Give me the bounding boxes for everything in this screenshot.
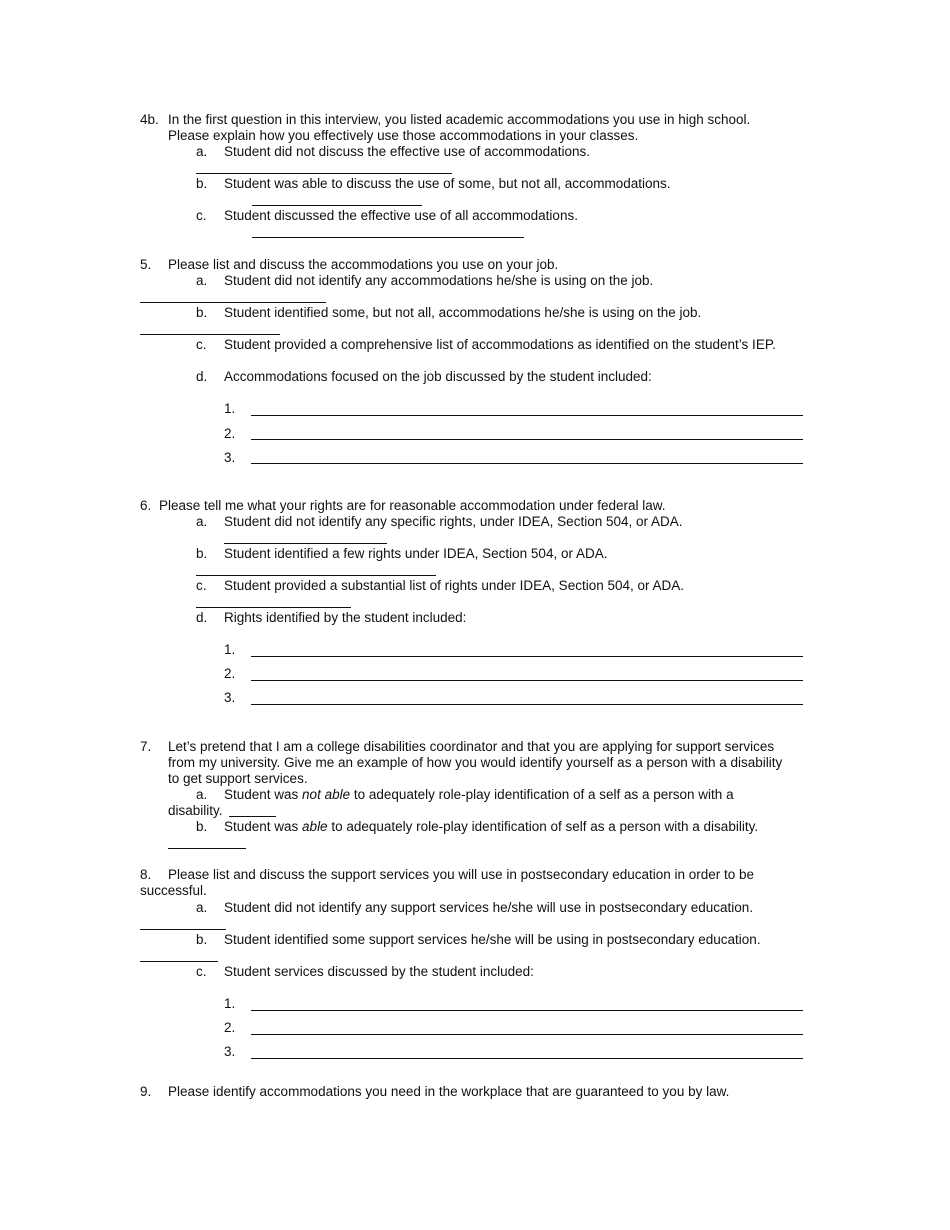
option-letter: b.	[196, 305, 208, 320]
option-text-part: Student was	[224, 787, 303, 802]
option-letter: d.	[196, 369, 208, 384]
answer-blank[interactable]	[196, 575, 436, 576]
option-letter: c.	[196, 578, 207, 593]
option-text: Student provided a comprehensive list of accommodations as identified on the student’s IEP.	[224, 337, 776, 352]
list-number: 3.	[224, 1044, 236, 1059]
option-letter: b.	[196, 176, 208, 191]
question-number: 8.	[140, 867, 152, 882]
list-number: 1.	[224, 996, 236, 1011]
answer-line[interactable]	[251, 1034, 803, 1035]
option-text: Accommodations focused on the job discussed by the student included:	[224, 369, 652, 384]
question-prompt: Please explain how you effectively use those accommodations in your classes.	[168, 128, 639, 143]
list-number: 3.	[224, 690, 236, 705]
option-letter: b.	[196, 546, 208, 561]
answer-blank[interactable]	[224, 543, 387, 544]
option-text: Student did not discuss the effective use of accommodations.	[224, 144, 590, 159]
option-text: Student identified some, but not all, accommodations he/she is using on the job.	[224, 305, 702, 320]
list-number: 1.	[224, 642, 236, 657]
option-text: Student services discussed by the student included:	[224, 964, 534, 979]
list-number: 2.	[224, 1020, 236, 1035]
option-text-part: to adequately role-play identification of a self as a person with a	[350, 787, 734, 802]
answer-blank[interactable]	[252, 205, 422, 206]
answer-line[interactable]	[251, 704, 803, 705]
option-text-continuation: disability.	[168, 803, 223, 818]
option-text: Student identified some support services he/she will be using in postsecondary education.	[224, 932, 761, 947]
question-prompt: Please list and discuss the accommodations you use on your job.	[168, 257, 559, 272]
option-text: Rights identified by the student included:	[224, 610, 467, 625]
option-letter: b.	[196, 932, 208, 947]
question-number: 4b.	[140, 112, 159, 127]
option-emphasis: not able	[302, 787, 351, 802]
answer-blank[interactable]	[140, 929, 226, 930]
list-number: 2.	[224, 666, 236, 681]
list-number: 1.	[224, 401, 236, 416]
option-text	[224, 819, 758, 835]
answer-blank[interactable]	[140, 302, 326, 303]
option-text	[224, 787, 734, 803]
answer-line[interactable]	[251, 415, 803, 416]
answer-line[interactable]	[251, 1010, 803, 1011]
option-letter: d.	[196, 610, 208, 625]
question-prompt: to get support services.	[168, 771, 308, 786]
question-prompt: Please tell me what your rights are for reasonable accommodation under federal law.	[159, 498, 666, 513]
option-letter: c.	[196, 337, 207, 352]
answer-blank[interactable]	[168, 848, 246, 849]
question-prompt: Please identify accommodations you need in the workplace that are guaranteed to you by law.	[168, 1084, 730, 1099]
option-emphasis: able	[302, 819, 328, 834]
answer-blank[interactable]	[140, 334, 280, 335]
answer-line[interactable]	[251, 1058, 803, 1059]
question-number: 7.	[140, 739, 152, 754]
answer-blank[interactable]	[140, 961, 218, 962]
option-text-part: Student was	[224, 819, 303, 834]
option-text-part: to adequately role-play identification of self as a person with a disability.	[327, 819, 759, 834]
answer-blank[interactable]	[196, 173, 452, 174]
answer-blank[interactable]	[196, 607, 351, 608]
option-text: Student did not identify any support services he/she will use in postsecondary education.	[224, 900, 754, 915]
option-text: Student provided a substantial list of rights under IDEA, Section 504, or ADA.	[224, 578, 685, 593]
option-letter: c.	[196, 964, 207, 979]
option-text: Student did not identify any specific rights, under IDEA, Section 504, or ADA.	[224, 514, 683, 529]
answer-blank[interactable]	[229, 816, 276, 817]
option-letter: a.	[196, 900, 208, 915]
question-prompt: successful.	[140, 883, 207, 898]
answer-line[interactable]	[251, 439, 803, 440]
answer-blank[interactable]	[252, 237, 524, 238]
option-letter: c.	[196, 208, 207, 223]
option-letter: a.	[196, 144, 208, 159]
question-prompt: from my university. Give me an example of how you would identify yourself as a person with a disability	[168, 755, 783, 770]
question-number: 5.	[140, 257, 152, 272]
option-letter: a.	[196, 514, 208, 529]
option-text: Student discussed the effective use of all accommodations.	[224, 208, 578, 223]
option-text: Student was able to discuss the use of some, but not all, accommodations.	[224, 176, 671, 191]
question-number: 9.	[140, 1084, 152, 1099]
answer-line[interactable]	[251, 680, 803, 681]
question-prompt: Please list and discuss the support services you will use in postsecondary education in order to be	[168, 867, 755, 882]
list-number: 2.	[224, 426, 236, 441]
option-letter: a.	[196, 787, 208, 802]
option-letter: a.	[196, 273, 208, 288]
option-text: Student identified a few rights under IDEA, Section 504, or ADA.	[224, 546, 608, 561]
option-text: Student did not identify any accommodations he/she is using on the job.	[224, 273, 654, 288]
question-number: 6.	[140, 498, 152, 513]
question-prompt: In the first question in this interview, you listed academic accommodations you use in high school.	[168, 112, 751, 127]
answer-line[interactable]	[251, 656, 803, 657]
answer-line[interactable]	[251, 463, 803, 464]
list-number: 3.	[224, 450, 236, 465]
question-prompt: Let’s pretend that I am a college disabilities coordinator and that you are applying for support services	[168, 739, 775, 754]
option-letter: b.	[196, 819, 208, 834]
